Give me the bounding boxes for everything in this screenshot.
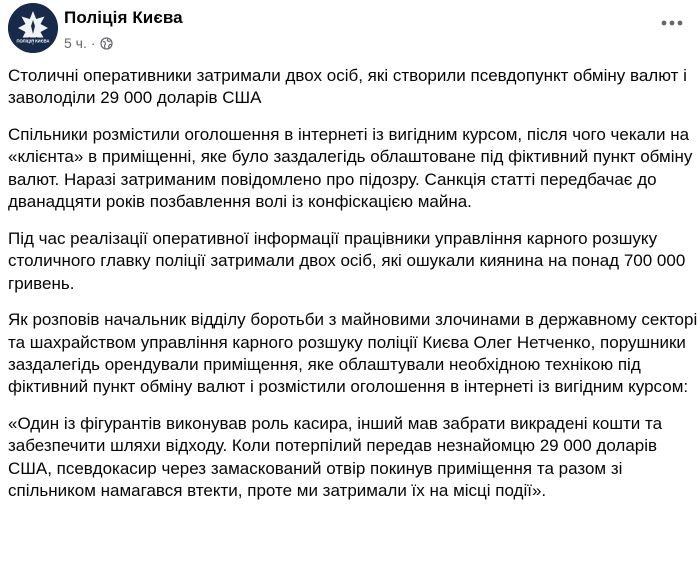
more-horizontal-icon (661, 20, 683, 26)
more-options-button[interactable] (658, 9, 686, 37)
post-paragraph: «Один із фігурантів виконував роль касира, інший мав забрати викрадені кошти та забезпечити шляхи відходу. Коли потерпілий передав незнайомцю 29 000 доларів США, псевдокасир через замаскований отвір покинув приміщення та разом зі спільником намагався втекти, проте ми затримали їх на місці події». (8, 414, 663, 501)
meta-separator: · (90, 35, 96, 51)
avatar[interactable] (8, 3, 58, 53)
post-paragraph: Спільники розмістили оголошення в інтернеті із вигідним курсом, після чого чекали на «клієнта» в приміщенні, яке було заздалегідь облаштоване під фіктивний пункт обміну валют. Наразі затриманим повідомлено про підозру. Санкція статті передбачає до дванадцяти років позбавлення волі із конфіскацією майна. (8, 125, 693, 212)
post-body (8, 65, 698, 517)
post-meta (64, 35, 113, 51)
post-time[interactable]: 5 ч. (64, 35, 87, 51)
police-logo (8, 3, 58, 53)
page-name[interactable]: Поліція Києва (64, 8, 183, 27)
avatar-caption: ПОЛІЦІЯ КИЄВА (16, 38, 50, 44)
post-paragraph: Як розповів начальник відділу боротьби з майновими злочинами в державному секторі та шахрайством управління карного розшуку поліції Києва Олег Нетченко, порушники заздалегідь орендували приміщення, яке облаштували необхідною технікою під фіктивний пункт обміну валют і розмістили оголошення в інтернеті із вигідним курсом: (8, 310, 698, 397)
post-paragraph: Столичні оперативники затримали двох осіб, які створили псевдопункт обміну валют і заволоділи 29 000 доларів США (8, 66, 687, 108)
post-paragraph: Під час реалізації оперативної інформації працівники управління карного розшуку столичного главку поліції затримали двох осіб, які ошукали киянина на понад 700 000 гривень. (8, 228, 686, 293)
post-header (8, 3, 692, 59)
globe-icon[interactable] (100, 37, 113, 50)
